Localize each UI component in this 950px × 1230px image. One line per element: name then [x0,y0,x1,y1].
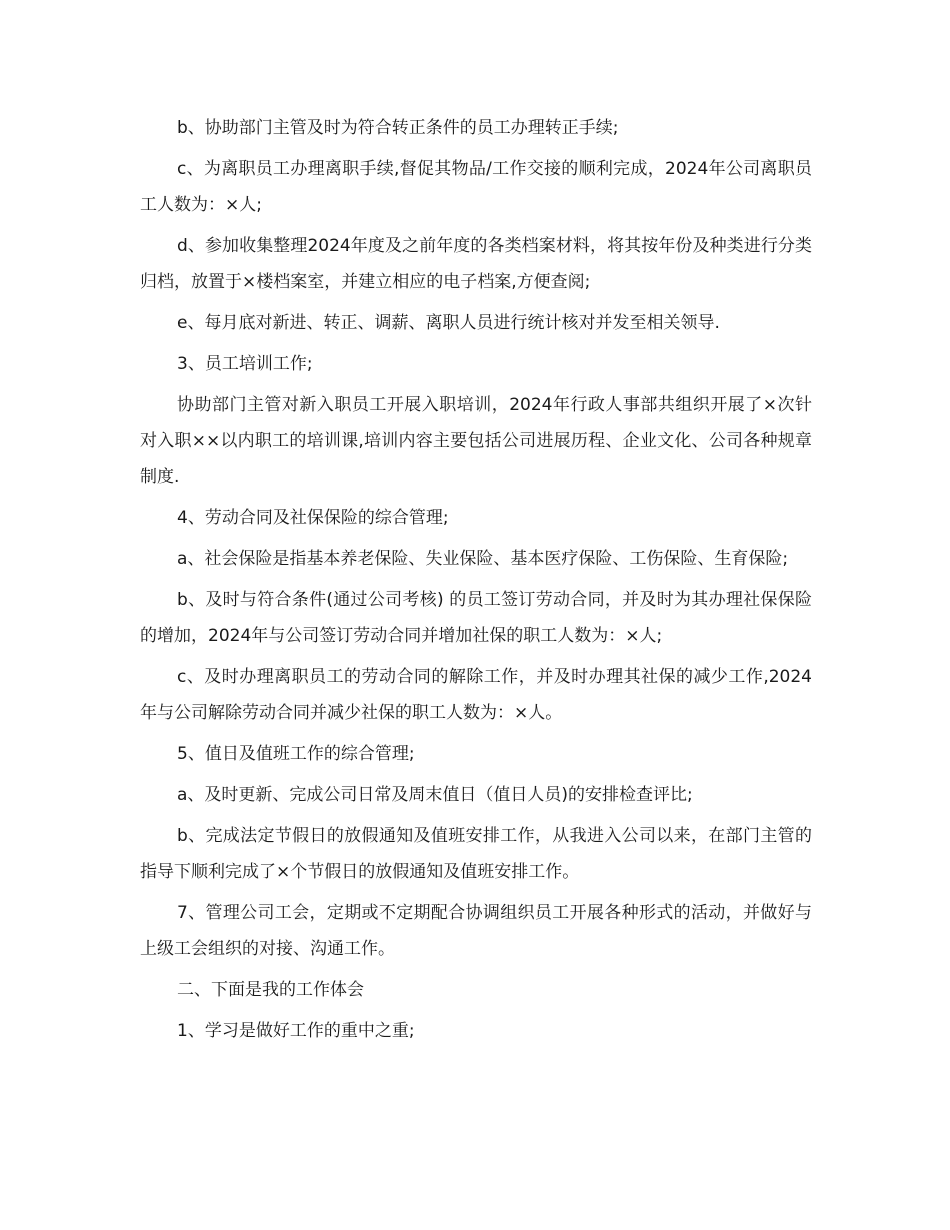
paragraph-d-archives: d、参加收集整理2024年度及之前年度的各类档案材料，将其按年份及种类进行分类归档，放置于×楼档案室，并建立相应的电子档案,方便查阅; [140,236,812,292]
paragraph-b-probation: b、协助部门主管及时为符合转正条件的员工办理转正手续; [177,118,619,138]
heading-3-training: 3、员工培训工作; [177,354,313,374]
paragraph-b-holiday-notice: b、完成法定节假日的放假通知及值班安排工作，从我进入公司以来，在部门主管的指导下顺利完成了×个节假日的放假通知及值班安排工作。 [140,826,812,882]
paragraph-training-details: 协助部门主管对新入职员工开展入职培训，2024年行政人事部共组织开展了×次针对入职××以内职工的培训课,培训内容主要包括公司进展历程、企业文化、公司各种规章制度. [140,395,812,487]
heading-5-duty: 5、值日及值班工作的综合管理; [177,744,415,764]
paragraph-b-contract-signing: b、及时与符合条件(通过公司考核) 的员工签订劳动合同，并及时为其办理社保保险的增加，2024年与公司签订劳动合同并增加社保的职工人数为：×人; [140,590,812,646]
paragraph-a-duty-schedule: a、及时更新、完成公司日常及周末值日（值日人员)的安排检查评比; [177,785,693,805]
paragraph-c-resignation: c、为离职员工办理离职手续,督促其物品/工作交接的顺利完成，2024年公司离职员工人数为：×人; [140,159,812,215]
heading-2-experience: 二、下面是我的工作体会 [177,980,364,1000]
heading-1-learning: 1、学习是做好工作的重中之重; [177,1021,415,1041]
paragraph-c-contract-termination: c、及时办理离职员工的劳动合同的解除工作，并及时办理其社保的减少工作,2024年与公司解除劳动合同并减少社保的职工人数为：×人。 [140,667,812,723]
document-body [140,110,812,1054]
paragraph-7-union: 7、管理公司工会，定期或不定期配合协调组织员工开展各种形式的活动，并做好与上级工会组织的对接、沟通工作。 [140,903,812,959]
paragraph-e-monthly-stats: e、每月底对新进、转正、调薪、离职人员进行统计核对并发至相关领导. [177,313,720,333]
paragraph-a-social-insurance: a、社会保险是指基本养老保险、失业保险、基本医疗保险、工伤保险、生育保险; [177,549,789,569]
heading-4-labor-contract: 4、劳动合同及社保保险的综合管理; [177,508,449,528]
